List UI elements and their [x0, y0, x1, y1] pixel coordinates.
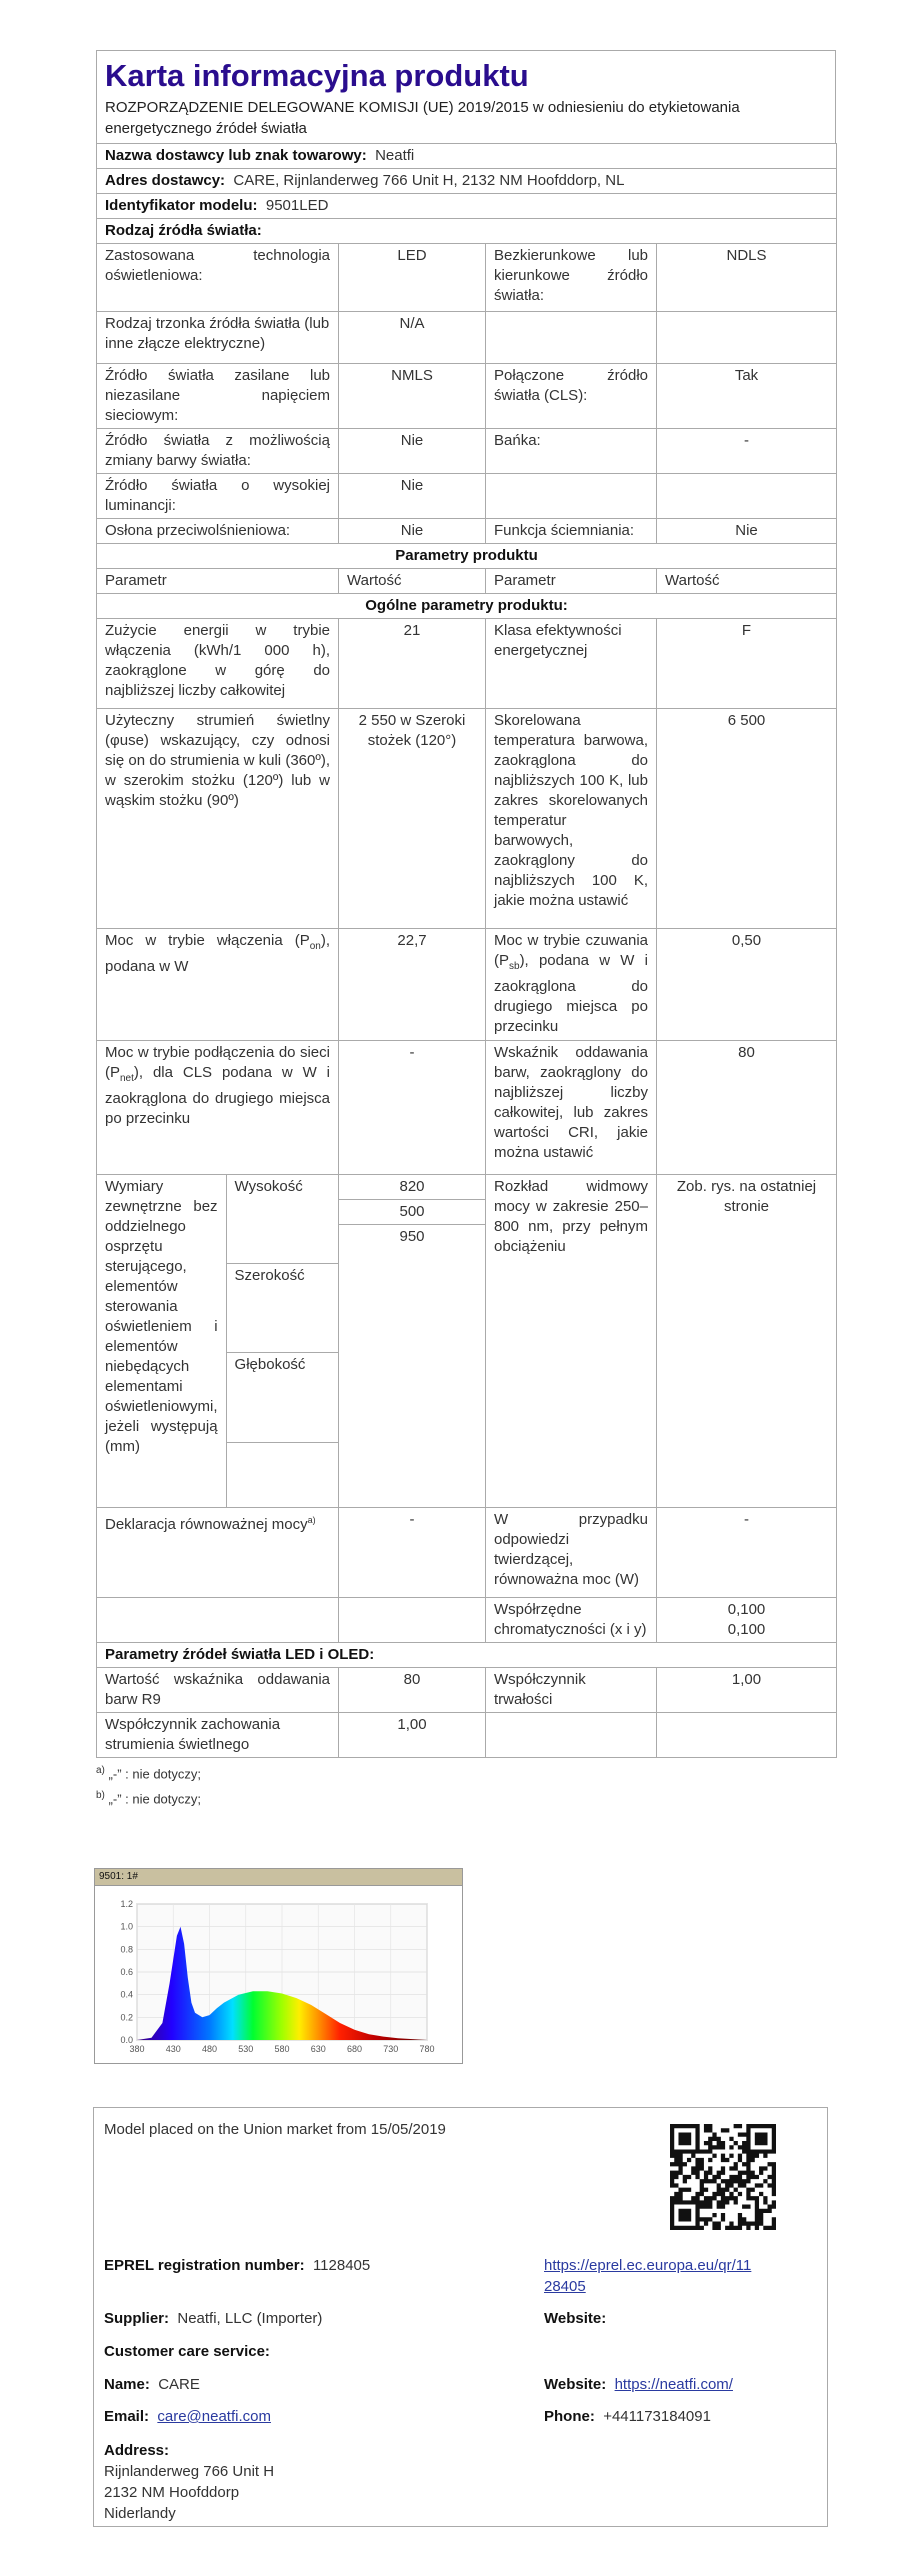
dimensions-label: Wymiary zewnętrzne bez oddzielnego osprzętu sterującego, elementów sterowania oświetleniem i elementów niebędących elementami oświetleniowymi, jeżeli występują (mm): [97, 1175, 226, 1507]
spd-label: Rozkład widmowy mocy w zakresie 250–800 nm, przy pełnym obciążeniu: [486, 1175, 657, 1508]
regulation-text: ROZPORZĄDZENIE DELEGOWANE KOMISJI (UE) 2019/2015 w odniesieniu do etykietowania energetycznego źródeł światła: [105, 99, 740, 137]
dimensions-values-cell: [339, 1175, 486, 1508]
depth-label: Głębokość: [226, 1353, 338, 1443]
lumen-maintenance-row: [97, 1713, 837, 1758]
sheet-title: Karta informacyjna produktu: [105, 58, 529, 93]
col-header-param-1: Parametr: [97, 569, 339, 594]
market-date-text: Model placed on the Union market from 15/05/2019: [104, 2121, 446, 2138]
footnotes: [96, 1760, 836, 1811]
spectrum-plot: [95, 1886, 462, 2062]
tunable-row: [97, 429, 837, 474]
chromaticity-row: [97, 1598, 837, 1643]
equivalent-power-row: [97, 1508, 837, 1598]
high-luminance-label: Źródło światła o wysokiej luminancji:: [97, 474, 339, 519]
chromaticity-x: 0,100: [727, 1601, 766, 1618]
lumen-maintenance-label: Współczynnik zachowania strumienia świetlnego: [97, 1713, 339, 1758]
energy-class-value: F: [657, 619, 837, 709]
x-tick-label: 730: [383, 2044, 399, 2054]
source-type-heading-row: [97, 219, 837, 244]
equivalent-direct-value: -: [657, 1508, 837, 1598]
chart-title: 9501: 1#: [95, 1869, 462, 1886]
cct-label: Skorelowana temperatura barwowa, zaokrąglona do najbliższych 100 K, lub zakres skorelowanych temperatur barwowych, zaokrąglony do najbliższych 100 K, jakie można ustawić: [486, 709, 657, 929]
high-luminance-value: Nie: [339, 474, 486, 519]
y-tick-label: 1.2: [120, 1899, 133, 1909]
y-tick-label: 0.0: [120, 2035, 133, 2045]
led-heading: Parametry źródeł światła LED i OLED:: [97, 1643, 837, 1668]
general-params-heading-row: [97, 594, 837, 619]
cri-value: 80: [657, 1041, 837, 1175]
glare-value: Nie: [339, 519, 486, 544]
x-tick-label: 780: [419, 2044, 435, 2054]
y-tick-label: 0.4: [120, 1989, 133, 2000]
address-line-1: Rijnlanderweg 766 Unit H: [104, 2463, 275, 2480]
tunable-value: Nie: [339, 429, 486, 474]
width-value: 500: [339, 1200, 485, 1225]
flux-row: [97, 709, 837, 929]
footnote-a: $^{a)}$ „-” : nie dotyczy;: [96, 1765, 201, 1782]
cap-value: N/A: [339, 312, 486, 364]
equivalent-power-label: Deklaracja równoważnej mocy$^{a)}$: [97, 1508, 339, 1598]
care-email-link[interactable]: care@neatfi.com: [157, 2408, 271, 2425]
care-email-line: Email: care@neatfi.com: [104, 2408, 271, 2425]
high-luminance-row: [97, 474, 837, 519]
col-header-param-2: Parametr: [486, 569, 657, 594]
chromaticity-label: Współrzędne chromatyczności (x i y): [486, 1598, 657, 1643]
model-identifier-value: 9501LED: [265, 197, 329, 214]
equivalent-power-value: -: [339, 1508, 486, 1598]
column-header-row: [97, 569, 837, 594]
tunable-label: Źródło światła z możliwością zmiany barwy światła:: [97, 429, 339, 474]
eprel-registration-value: 1128405: [312, 2257, 371, 2274]
energy-row: [97, 619, 837, 709]
supplier-name-label: Nazwa dostawcy lub znak towarowy:: [105, 147, 367, 164]
eprel-section: [93, 2107, 828, 2527]
supplier-address-label: Adres dostawcy:: [105, 172, 226, 189]
care-name-value: CARE: [158, 2376, 200, 2393]
glare-label: Osłona przeciwolśnieniowa:: [97, 519, 339, 544]
cri-label: Wskaźnik oddawania barw, zaokrąglony do najbliższej liczby całkowitej, lub zakres wartości CRI, jakie można ustawić: [486, 1041, 657, 1175]
model-identifier-label: Identyfikator modelu:: [105, 197, 258, 214]
product-params-heading: Parametry produktu: [97, 544, 837, 569]
x-tick-label: 580: [274, 2044, 290, 2054]
eprel-link[interactable]: [544, 2255, 751, 2297]
x-tick-label: 530: [238, 2044, 254, 2054]
model-identifier-row: [97, 194, 837, 219]
cap-label: Rodzaj trzonka źródła światła (lub inne złącze elektryczne): [97, 312, 339, 364]
directional-value: NDLS: [657, 244, 837, 312]
standby-label: Moc w trybie czuwania $(P_{sb})$, podana w W i zaokrąglona do drugiego miejsca po przecinku: [486, 929, 657, 1041]
network-standby-label: Moc w trybie podłączenia do sieci $(P_{net})$, dla CLS podana w W i zaokrąglona do drugiego miejsca po przecinku: [97, 1041, 339, 1175]
care-website-line: Website: https://neatfi.com/: [544, 2376, 733, 2393]
envelope-label: Bańka:: [486, 429, 657, 474]
chromaticity-y: 0,100: [727, 1621, 766, 1638]
technology-value: LED: [339, 244, 486, 312]
flux-label: Użyteczny strumień świetlny (φuse) wskazujący, czy odnosi się on do strumienia w kuli (360º), w szerokim stożku (120º) lub w wąskim stożku (90º): [97, 709, 339, 929]
flux-value: 2 550 w Szeroki stożek (120°): [339, 709, 486, 929]
standby-value: 0,50: [657, 929, 837, 1041]
qr-modules: [670, 2124, 776, 2230]
footnote-b: $^{b)}$ „-” : nie dotyczy;: [96, 1790, 201, 1807]
dimensions-row: [97, 1175, 837, 1508]
lumen-maintenance-value: 1,00: [339, 1713, 486, 1758]
depth-value: 950: [399, 1228, 425, 1245]
connected-value: Tak: [657, 364, 837, 429]
product-information-sheet: [96, 50, 836, 1811]
connected-label: Połączone źródło światła (CLS):: [486, 364, 657, 429]
x-tick-label: 430: [165, 2044, 181, 2054]
y-tick-label: 0.8: [120, 1944, 133, 1955]
r9-label: Wartość wskaźnika oddawania barw R9: [97, 1668, 339, 1713]
mains-value: NMLS: [339, 364, 486, 429]
width-label: Szerokość: [226, 1263, 338, 1353]
power-on-value: 22,7: [339, 929, 486, 1041]
care-name-line: Name: CARE: [104, 2376, 200, 2393]
glare-row: [97, 519, 837, 544]
cap-row: [97, 312, 837, 364]
power-on-label: Moc w trybie włączenia $(P_{on})$, podana w W: [97, 929, 339, 1041]
power-on-row: [97, 929, 837, 1041]
product-params-heading-row: [97, 544, 837, 569]
supplier-value: Neatfi, LLC (Importer): [177, 2310, 323, 2327]
care-phone-line: Phone: +441173184091: [544, 2408, 711, 2425]
address-label: Address:: [104, 2442, 170, 2459]
address-line-3: Niderlandy: [104, 2505, 176, 2522]
source-type-heading: Rodzaj źródła światła:: [97, 219, 837, 244]
envelope-value: -: [657, 429, 837, 474]
col-header-value-1: Wartość: [339, 569, 486, 594]
energy-class-label: Klasa efektywności energetycznej: [486, 619, 657, 709]
address-line-2: 2132 NM Hoofddorp: [104, 2484, 240, 2501]
led-heading-row: [97, 1643, 837, 1668]
mains-label: Źródło światła zasilane lub niezasilane napięciem sieciowym:: [97, 364, 339, 429]
y-tick-label: 1.0: [120, 1921, 133, 1932]
general-params-heading: Ogólne parametry produktu:: [97, 594, 837, 619]
y-tick-label: 0.6: [120, 1967, 133, 1977]
network-standby-row: [97, 1041, 837, 1175]
supplier-address-row: [97, 169, 837, 194]
energy-value: 21: [339, 619, 486, 709]
customer-care-label: Customer care service:: [104, 2343, 270, 2360]
supplier-name-row: [97, 144, 837, 169]
supplier-line: Supplier: Neatfi, LLC (Importer): [104, 2310, 323, 2327]
x-tick-label: 380: [129, 2044, 145, 2054]
dimmable-label: Funkcja ściemniania:: [486, 519, 657, 544]
technology-row: [97, 244, 837, 312]
cct-value: 6 500: [657, 709, 837, 929]
supplier-address-value: CARE, Rijnlanderweg 766 Unit H, 2132 NM Hoofddorp, NL: [233, 172, 625, 189]
technology-label: Zastosowana technologia oświetleniowa:: [97, 244, 339, 312]
spd-value: Zob. rys. na ostatniej stronie: [657, 1175, 837, 1508]
x-tick-label: 680: [346, 2044, 363, 2054]
survival-label: Współczynnik trwałości: [486, 1668, 657, 1713]
height-value: 820: [339, 1175, 485, 1200]
mains-row: [97, 364, 837, 429]
parameters-table: [96, 143, 837, 1758]
care-phone-value: +441173184091: [603, 2408, 711, 2425]
x-tick-label: 480: [201, 2044, 218, 2054]
chromaticity-value: [657, 1598, 837, 1643]
dimensions-cell: [97, 1175, 339, 1508]
care-website-link[interactable]: https://neatfi.com/: [614, 2376, 733, 2393]
eprel-link-line-1: https://eprel.ec.europa.eu/qr/11: [544, 2257, 752, 2274]
eprel-link-line-2: 28405: [544, 2278, 586, 2295]
spectrum-chart: [94, 1868, 463, 2064]
dimmable-value: Nie: [657, 519, 837, 544]
r9-value: 80: [339, 1668, 486, 1713]
height-label: Wysokość: [226, 1175, 338, 1263]
col-header-value-2: Wartość: [657, 569, 837, 594]
qr-code-icon[interactable]: [670, 2124, 776, 2230]
equivalent-direct-label: W przypadku odpowiedzi twierdzącej, równoważna moc (W): [486, 1508, 657, 1598]
energy-label: Zużycie energii w trybie włączenia (kWh/1 000 h), zaokrąglone w górę do najbliższej liczby całkowitej: [97, 619, 339, 709]
r9-row: [97, 1668, 837, 1713]
y-tick-label: 0.2: [120, 2012, 133, 2023]
website-label: Website:: [544, 2310, 607, 2327]
eprel-registration: EPREL registration number: 1128405: [104, 2257, 371, 2274]
survival-value: 1,00: [657, 1668, 837, 1713]
x-tick-label: 630: [310, 2044, 326, 2054]
sheet-header: [96, 50, 836, 143]
directional-label: Bezkierunkowe lub kierunkowe źródło światła:: [486, 244, 657, 312]
network-standby-value: -: [339, 1041, 486, 1175]
supplier-name-value: Neatfi: [375, 147, 415, 164]
